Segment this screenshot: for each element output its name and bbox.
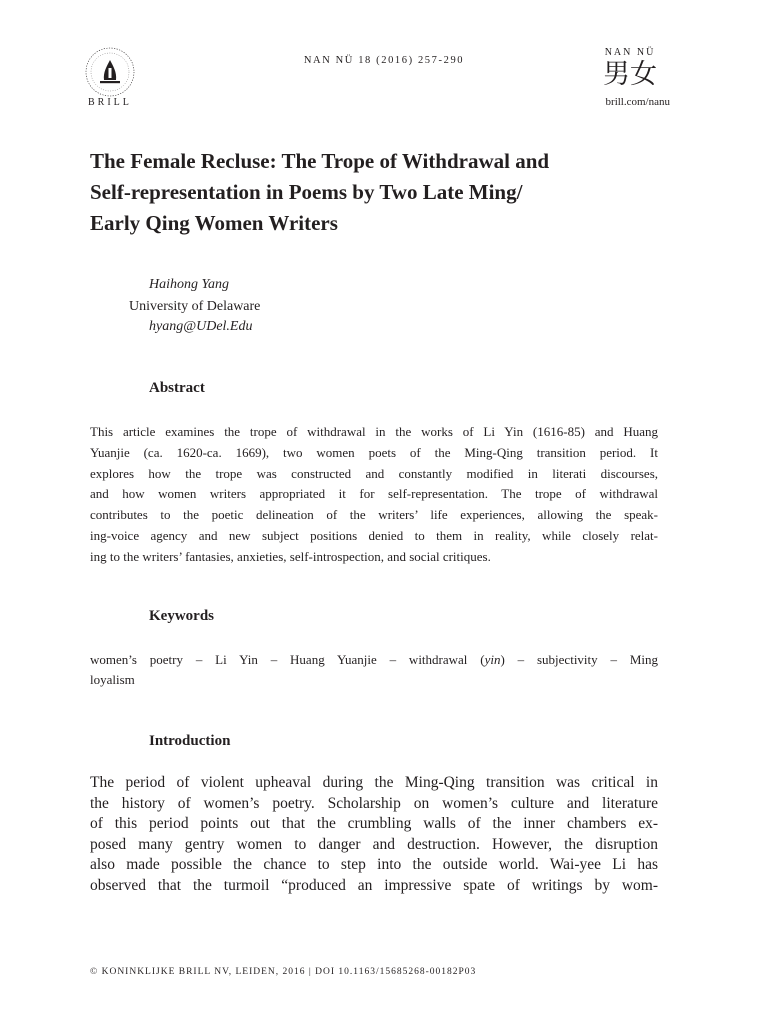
introduction-line: observed that the turmoil “produced an impressive spate of writings by wom-: [90, 876, 658, 894]
journal-name-latin: NAN NÜ: [604, 47, 656, 58]
abstract-line: ing-voice agency and new subject positions denied to them in reality, while closely relat-: [90, 527, 658, 543]
abstract-line: and how women writers appropriated it for self-representation. The trope of withdrawal: [90, 486, 658, 502]
abstract-heading: Abstract: [149, 380, 205, 396]
article-title: [90, 146, 680, 239]
introduction-text: [90, 773, 658, 896]
introduction-line: also made possible the chance to step into the outside world. Wai-yee Li has: [90, 856, 658, 873]
introduction-line: the history of women’s poetry. Scholarship on women’s culture and literature: [90, 794, 658, 812]
introduction-line: The period of violent upheaval during the Ming-Qing transition was critical in: [90, 774, 658, 791]
keywords-heading: Keywords: [149, 608, 214, 624]
journal-name-chinese: 男女: [603, 59, 657, 90]
keywords-line: loyalism: [90, 672, 135, 687]
keywords-line: [90, 650, 658, 670]
author-affiliation: University of Delaware: [129, 299, 261, 314]
abstract-line: This article examines the trope of withdrawal in the works of Li Yin (1616-85) and Huang: [90, 424, 658, 439]
publisher-name: BRILL: [88, 97, 132, 108]
title-line: Self-representation in Poems by Two Late Ming/: [90, 180, 523, 204]
introduction-line: of this period points out that the crumbling walls of the inner chambers ex-: [90, 815, 658, 832]
keyword-italic: yin: [484, 652, 501, 667]
title-line: The Female Recluse: The Trope of Withdrawal and: [90, 149, 550, 173]
abstract-line: contributes to the poetic delineation of the writers’ life experiences, allowing the speak-: [90, 507, 658, 523]
brill-seal-logo: [84, 46, 136, 98]
author-name: Haihong Yang: [149, 277, 230, 292]
introduction-line: posed many gentry women to danger and destruction. However, the disruption: [90, 835, 658, 853]
title-line: Early Qing Women Writers: [90, 211, 338, 235]
abstract-text: [90, 422, 658, 568]
abstract-line: Yuanjie (ca. 1620-ca. 1669), two women poets of the Ming-Qing transition period. It: [90, 444, 658, 460]
author-email[interactable]: hyang@UDel.Edu: [149, 319, 253, 334]
journal-reference: NAN NÜ 18 (2016) 257-290: [303, 55, 465, 66]
copyright-footer: © KONINKLIJKE BRILL NV, LEIDEN, 2016 | DOI 10.1163/15685268-00182P03: [90, 967, 477, 977]
keywords-text-part: women’s poetry – Li Yin – Huang Yuanjie – withdrawal (: [90, 652, 485, 667]
introduction-heading: Introduction: [149, 733, 231, 749]
keywords-text-part: ) – subjectivity – Ming: [500, 652, 658, 667]
journal-url[interactable]: brill.com/nanu: [605, 96, 670, 108]
keywords-text: [90, 650, 658, 690]
abstract-line: ing to the writers’ fantasies, anxieties, self-introspection, and social critiques.: [90, 548, 491, 564]
abstract-line: explores how the trope was constructed and constantly modified in literati discourses,: [90, 465, 658, 481]
